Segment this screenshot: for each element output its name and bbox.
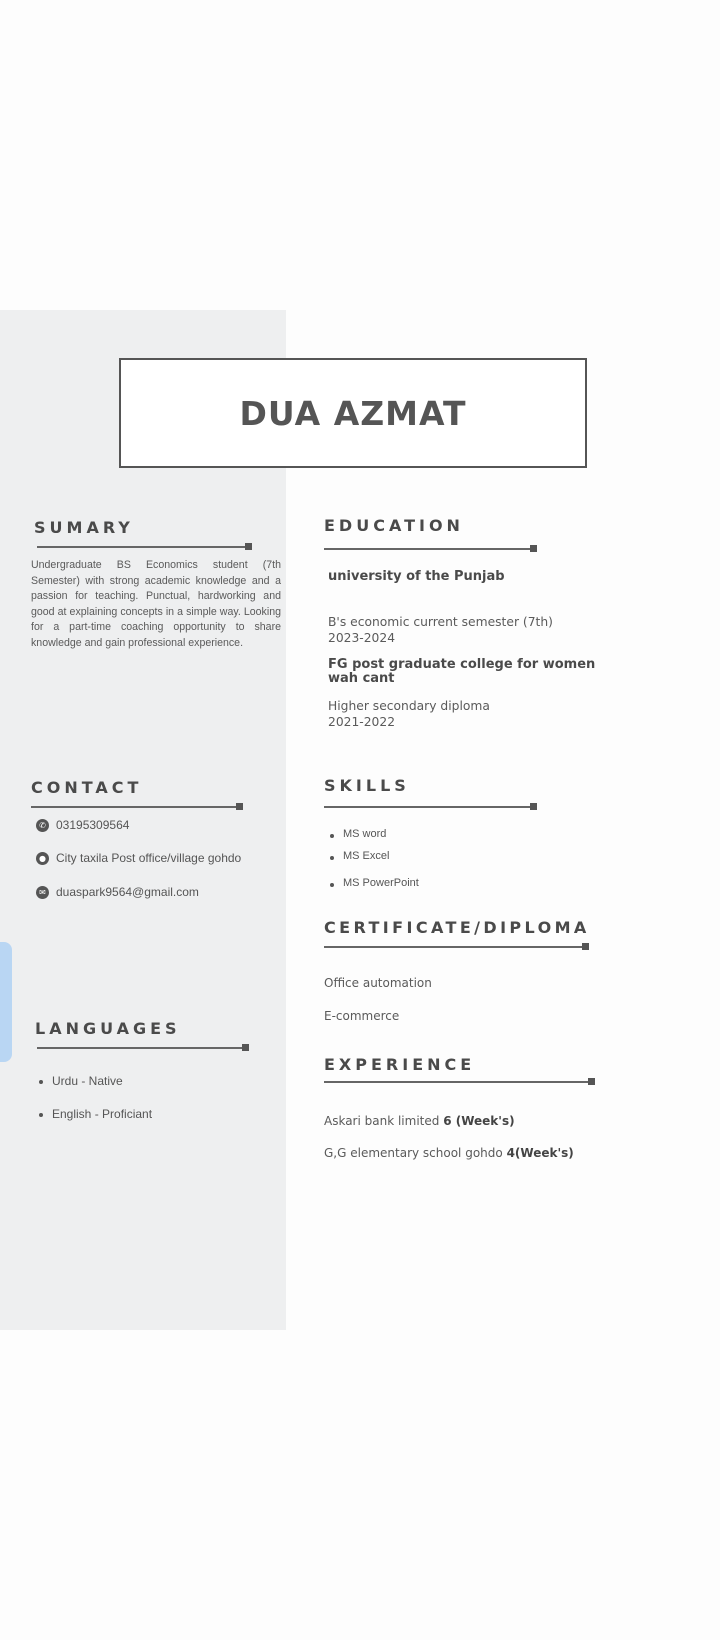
skills-heading: SKILLS (324, 776, 410, 795)
experience-duration: 6 (Week's) (443, 1114, 515, 1128)
contact-heading: CONTACT (31, 778, 143, 797)
certificate-heading: CERTIFICATE/DIPLOMA (324, 918, 590, 937)
list-item: MS PowerPoint (343, 877, 419, 889)
list-item: MS word (343, 828, 387, 840)
list-item: Urdu - Native (52, 1074, 123, 1088)
experience-heading: EXPERIENCE (324, 1055, 476, 1074)
phone-icon: ✆ (36, 819, 49, 832)
education-years: 2021-2022 (328, 715, 396, 729)
experience-place: Askari bank limited (324, 1114, 440, 1128)
languages-heading: LANGUAGES (35, 1019, 181, 1038)
summary-divider (37, 546, 249, 548)
education-heading: EDUCATION (324, 516, 464, 535)
contact-address (36, 851, 241, 865)
certificate-divider (324, 946, 586, 948)
education-school: FG post graduate college for women wah cant (328, 657, 596, 686)
email-address: duaspark9564@gmail.com (56, 885, 199, 899)
certificate-item: Office automation (324, 976, 432, 990)
address-text: City taxila Post office/village gohdo (56, 851, 242, 865)
education-divider (324, 548, 534, 550)
resume-name: DUA AZMAT (239, 393, 467, 433)
contact-divider (31, 806, 240, 808)
contact-email (36, 885, 199, 899)
education-years: 2023-2024 (328, 631, 396, 645)
summary-text: Undergraduate BS Economics student (7th Semester) with strong academic knowledge and a passion for teaching. Punctual, hardworking and good at explaining concepts in a simple way. Looking for a part-time coaching opportunity to share knowledge and gain professional experience. (31, 559, 281, 649)
languages-divider (37, 1047, 246, 1049)
email-icon: ✉ (36, 886, 49, 899)
contact-phone (36, 818, 129, 832)
skills-divider (324, 806, 534, 808)
experience-place: G,G elementary school gohdo (324, 1146, 503, 1160)
summary-heading: SUMARY (34, 518, 134, 537)
experience-divider (324, 1081, 592, 1083)
education-school: university of the Punjab (328, 569, 505, 584)
name-box (119, 358, 587, 468)
education-detail: B's economic current semester (7th) (328, 615, 553, 629)
experience-item (324, 1114, 515, 1128)
certificate-item: E-commerce (324, 1009, 400, 1023)
experience-item (324, 1146, 574, 1160)
experience-duration: 4(Week's) (506, 1146, 574, 1160)
list-item: English - Proficiant (52, 1107, 153, 1121)
phone-number: 03195309564 (56, 818, 130, 832)
edge-handle[interactable] (0, 942, 12, 1062)
education-detail: Higher secondary diploma (328, 699, 490, 713)
location-icon: ● (36, 852, 49, 865)
list-item: MS Excel (343, 850, 390, 862)
